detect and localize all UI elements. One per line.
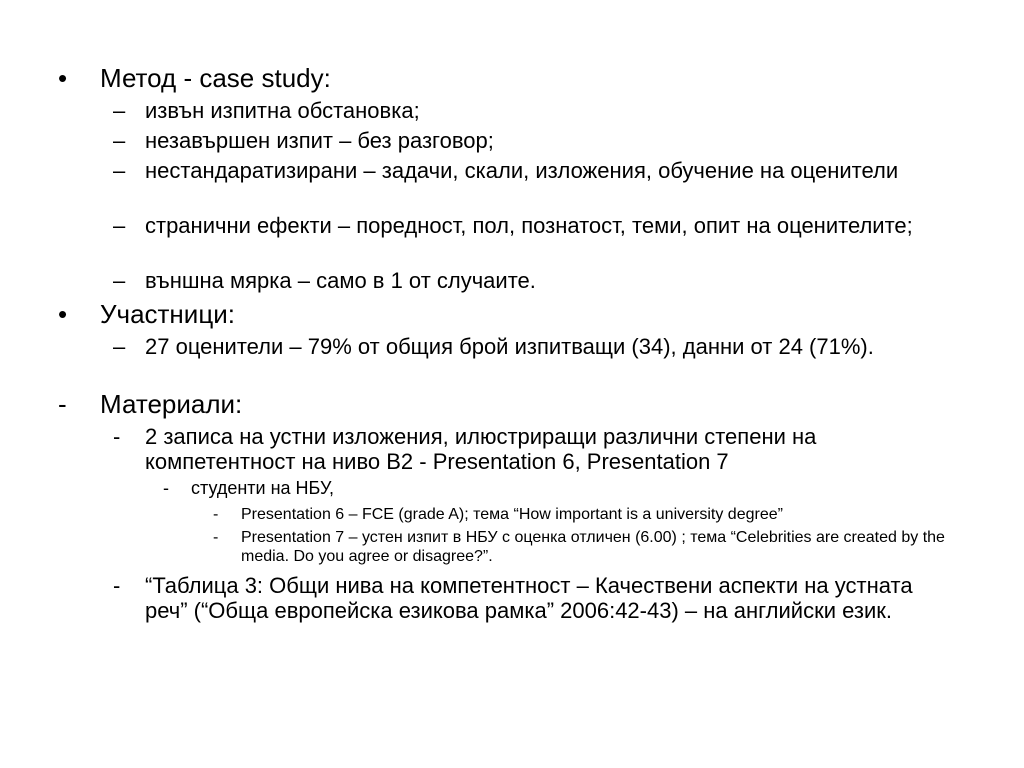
sub-bullet-table-3	[113, 573, 935, 623]
level4-bullet-presentation-6	[213, 505, 971, 524]
bullet-method	[58, 63, 980, 93]
sub-bullet-marker: –	[113, 268, 126, 293]
sub-bullet-text: странични ефекти – поредност, пол, познатост, теми, опит на оценителите;	[145, 213, 913, 238]
sub-sub-bullet-marker: -	[163, 478, 169, 498]
sub-bullet-marker: –	[113, 158, 126, 183]
sub-bullet-raters	[113, 334, 935, 359]
level4-bullet-text: Presentation 6 – FCE (grade A); тема “How important is a university degree”	[241, 506, 783, 523]
sub-bullet-text: извън изпитна обстановка;	[145, 98, 420, 123]
sub-bullet-marker: –	[113, 98, 126, 123]
bullet-text: Участници:	[100, 299, 235, 329]
sub-bullet-outside-exam	[113, 98, 935, 123]
sub-bullet-text: незавършен изпит – без разговор;	[145, 128, 494, 153]
sub-sub-bullet-text: студенти на НБУ,	[191, 478, 334, 498]
sub-bullet-recordings	[113, 424, 935, 474]
level4-bullet-marker: -	[213, 529, 219, 546]
sub-bullet-marker: –	[113, 334, 126, 359]
sub-bullet-text: нестандаратизирани – задачи, скали, изложения, обучение на оценители	[145, 158, 899, 183]
sub-bullet-marker: -	[113, 573, 121, 598]
bullet-text: Материали:	[100, 389, 243, 419]
sub-bullet-text: 27 оценители – 79% от общия брой изпитващи (34), данни от 24 (71%).	[145, 334, 874, 359]
sub-bullet-incomplete-exam	[113, 128, 935, 153]
sub-bullet-non-standardised	[113, 158, 935, 183]
sub-bullet-text: 2 записа на устни изложения, илюстриращи различни степени на компетентност на ниво В2 - Presentation 6, Presentation 7	[145, 424, 817, 474]
level4-bullet-marker: -	[213, 506, 219, 523]
bullet-participants	[58, 299, 980, 329]
bullet-marker: •	[58, 63, 68, 93]
sub-bullet-side-effects	[113, 213, 935, 238]
sub-bullet-external-measure	[113, 268, 935, 293]
bullet-marker: -	[58, 389, 67, 419]
bullet-marker: •	[58, 299, 68, 329]
level4-bullet-presentation-7	[213, 528, 971, 566]
sub-bullet-text: външна мярка – само в 1 от случаите.	[145, 268, 536, 293]
sub-bullet-marker: –	[113, 213, 126, 238]
sub-sub-bullet-students	[163, 478, 951, 499]
bullet-materials	[58, 389, 980, 419]
sub-bullet-marker: -	[113, 424, 121, 449]
bullet-text: Метод - case study:	[100, 63, 331, 93]
sub-bullet-marker: –	[113, 128, 126, 153]
level4-bullet-text: Presentation 7 – устен изпит в НБУ с оценка отличен (6.00) ; тема “Celebrities are created by the media. Do you agree or disagree?”.	[241, 529, 945, 565]
sub-bullet-text: “Таблица 3: Общи нива на компетентност – Качествени аспекти на устната реч” (“Обща европейска езикова рамка” 2006:42-43) – на английски език.	[145, 573, 913, 623]
